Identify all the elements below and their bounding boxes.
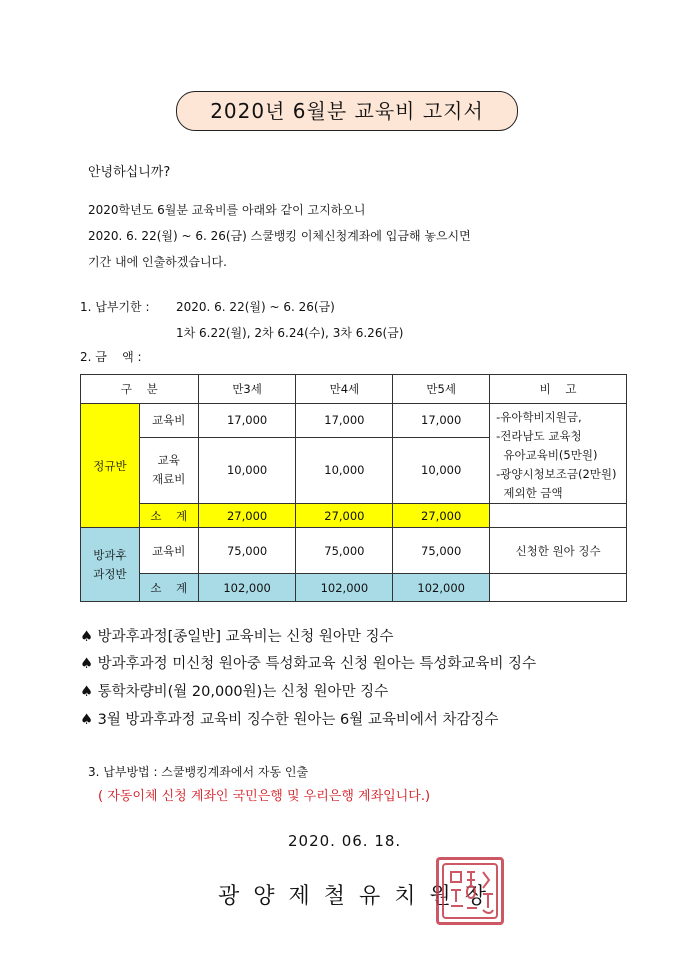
group-label-line: 방과후 (93, 547, 127, 562)
cell-value: 102,000 (393, 574, 490, 602)
payment-deadline-label: 1. 납부기한 : (80, 300, 150, 314)
cell-value: 27,000 (393, 504, 490, 528)
bullet-item: ♠ 방과후과정 미신청 원아중 특성화교육 신청 원아는 특성화교육비 징수 (80, 656, 537, 672)
cell-value: 10,000 (296, 437, 393, 503)
table-row (81, 574, 627, 602)
fee-table (80, 374, 627, 602)
seal-icon (439, 860, 501, 922)
payment-method: 3. 납부방법 : 스쿨뱅킹계좌에서 자동 인출 (88, 765, 309, 779)
header-age5: 만5세 (393, 375, 490, 404)
header-category: 구 분 (81, 375, 199, 404)
cell-value: 75,000 (296, 528, 393, 574)
amount-label: 2. 금 액 : (80, 350, 142, 364)
cell-value: 17,000 (198, 404, 296, 438)
bullet-item: ♠ 3월 방과후과정 교육비 징수한 원아는 6월 교육비에서 차감징수 (80, 712, 499, 728)
payment-method-note: ( 자동이체 신청 계좌인 국민은행 및 우리은행 계좌입니다.) (98, 789, 431, 804)
empty-cell (490, 504, 627, 528)
remark-line: 제외한 금액 (496, 486, 563, 500)
row-label-subtotal: 소 계 (139, 574, 198, 602)
payment-deadline-range: 2020. 6. 22(월) ~ 6. 26(금) (176, 300, 335, 314)
table-row (81, 504, 627, 528)
intro-line-3: 기간 내에 인출하겠습니다. (88, 255, 227, 269)
signature: 광양제철유치원장 (218, 884, 501, 909)
bullet-item: ♠ 통학차량비(월 20,000원)는 신청 원아만 징수 (80, 684, 389, 700)
intro-line-1: 2020학년도 6월분 교육비를 아래와 같이 고지하오니 (88, 203, 366, 217)
header-age3: 만3세 (198, 375, 296, 404)
table-row (81, 404, 627, 438)
document-title: 2020년 6월분 교육비 고지서 (176, 91, 518, 131)
regular-remarks (490, 404, 627, 504)
cell-value: 10,000 (393, 437, 490, 503)
row-label-tuition: 교육비 (139, 404, 198, 438)
issue-date: 2020. 06. 18. (288, 832, 402, 850)
table-row (81, 528, 627, 574)
remark-line: -전라남도 교육청 (496, 429, 582, 443)
cell-value: 27,000 (296, 504, 393, 528)
empty-cell (490, 574, 627, 602)
row-label-tuition: 교육비 (139, 528, 198, 574)
cell-value: 27,000 (198, 504, 296, 528)
cell-value: 17,000 (296, 404, 393, 438)
cell-value: 10,000 (198, 437, 296, 503)
row-label-subtotal: 소 계 (139, 504, 198, 528)
table-header-row (81, 375, 627, 404)
group-label-line: 과정반 (93, 566, 127, 581)
intro-line-2: 2020. 6. 22(월) ~ 6. 26(금) 스쿨뱅킹 이체신청계좌에 입금해 놓으시면 (88, 229, 471, 243)
bullet-item: ♠ 방과후과정[종일반] 교육비는 신청 원아만 징수 (80, 629, 394, 645)
remark-line: -광양시청보조금(2만원) (496, 467, 617, 481)
payment-deadline-schedule: 1차 6.22(월), 2차 6.24(수), 3차 6.26(금) (176, 326, 404, 340)
cell-value: 102,000 (198, 574, 296, 602)
row-label-line: 재료비 (152, 472, 186, 487)
row-label-materials (139, 437, 198, 503)
cell-value: 75,000 (393, 528, 490, 574)
cell-value: 102,000 (296, 574, 393, 602)
header-age4: 만4세 (296, 375, 393, 404)
group-regular: 정규반 (81, 404, 140, 528)
remark-line: 유아교육비(5만원) (496, 448, 598, 462)
group-afterschool (81, 528, 140, 602)
official-seal (436, 857, 504, 925)
row-label-line: 교육 (157, 453, 180, 468)
header-remark: 비 고 (490, 375, 627, 404)
remark-line: -유아학비지원금, (496, 410, 582, 424)
cell-value: 17,000 (393, 404, 490, 438)
afterschool-remark: 신청한 원아 징수 (490, 528, 627, 574)
greeting: 안녕하십니까? (88, 165, 171, 180)
cell-value: 75,000 (198, 528, 296, 574)
